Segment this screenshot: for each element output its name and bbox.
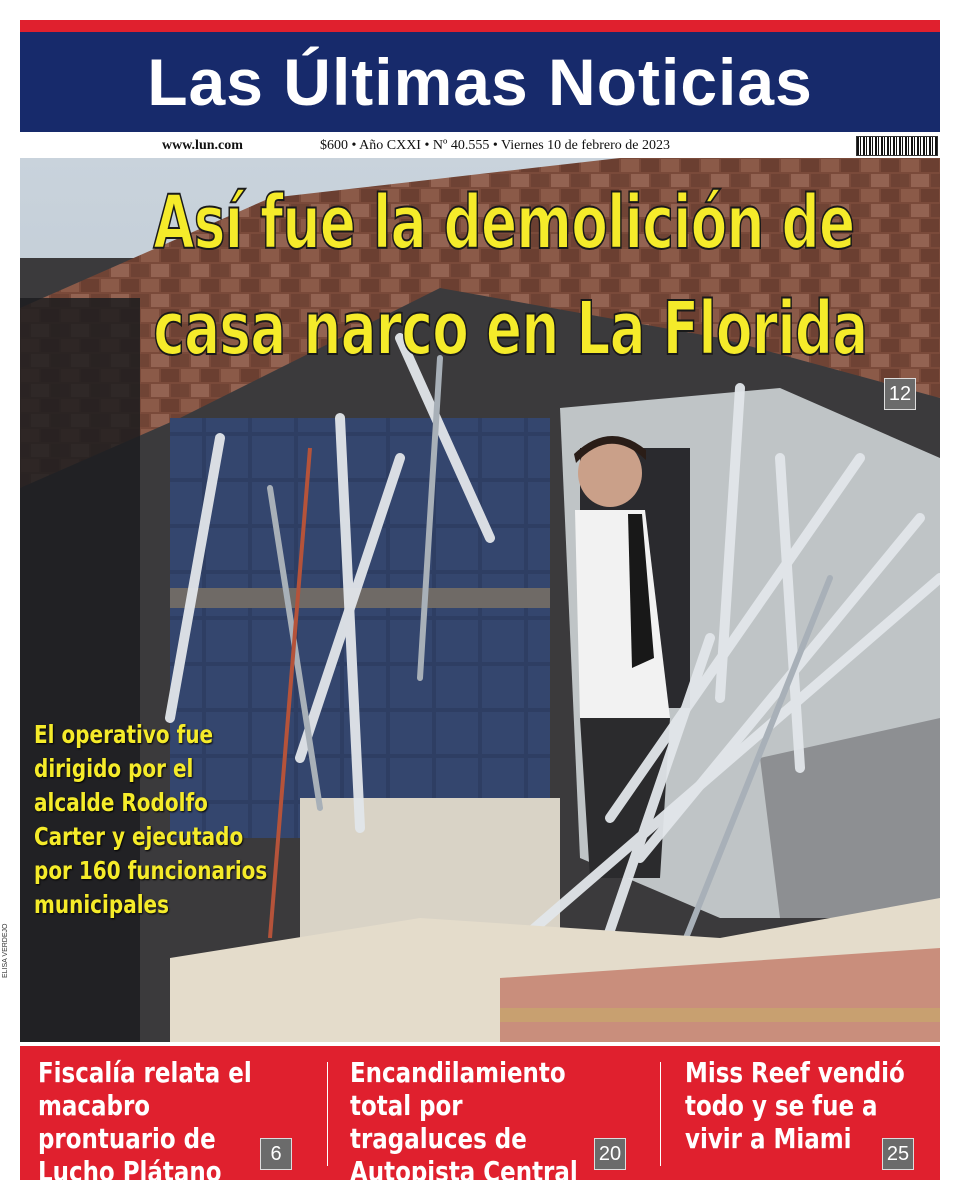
barcode [856,136,938,156]
teaser-divider [660,1062,661,1166]
teaser-1[interactable]: Fiscalía relata el macabro prontuario de Lucho Plátano [38,1056,252,1188]
photo-credit: ELISA VERDEJO [2,923,9,978]
main-story-page-badge: 12 [884,378,916,410]
main-headline[interactable] [153,170,868,382]
newspaper-logo: Las Últimas Noticias [147,45,813,119]
masthead [20,32,940,132]
teaser-2[interactable]: Encandilamiento total por tragaluces de Autopista Central [350,1056,578,1188]
website-link[interactable]: www.lun.com [162,138,243,153]
top-red-stripe [20,20,940,32]
headline-line-2: casa narco en La Florida [153,286,868,372]
edition-info: $600 • Año CXXI • Nº 40.555 • Viernes 10 de febrero de 2023 [320,138,670,153]
teasers-bar [20,1046,940,1188]
main-story-subhead: El operativo fue dirigido por el alcalde Rodolfo Carter y ejecutado por 160 funcionarios municipales [34,720,268,919]
headline-line-1: Así fue la demolición de [153,180,855,266]
info-bar [20,134,940,158]
teaser-3-page-badge: 25 [882,1138,914,1170]
teaser-divider [327,1062,328,1166]
teaser-3[interactable]: Miss Reef vendió todo y se fue a vivir a Miami [685,1056,905,1155]
teaser-2-page-badge: 20 [594,1138,626,1170]
teaser-1-page-badge: 6 [260,1138,292,1170]
